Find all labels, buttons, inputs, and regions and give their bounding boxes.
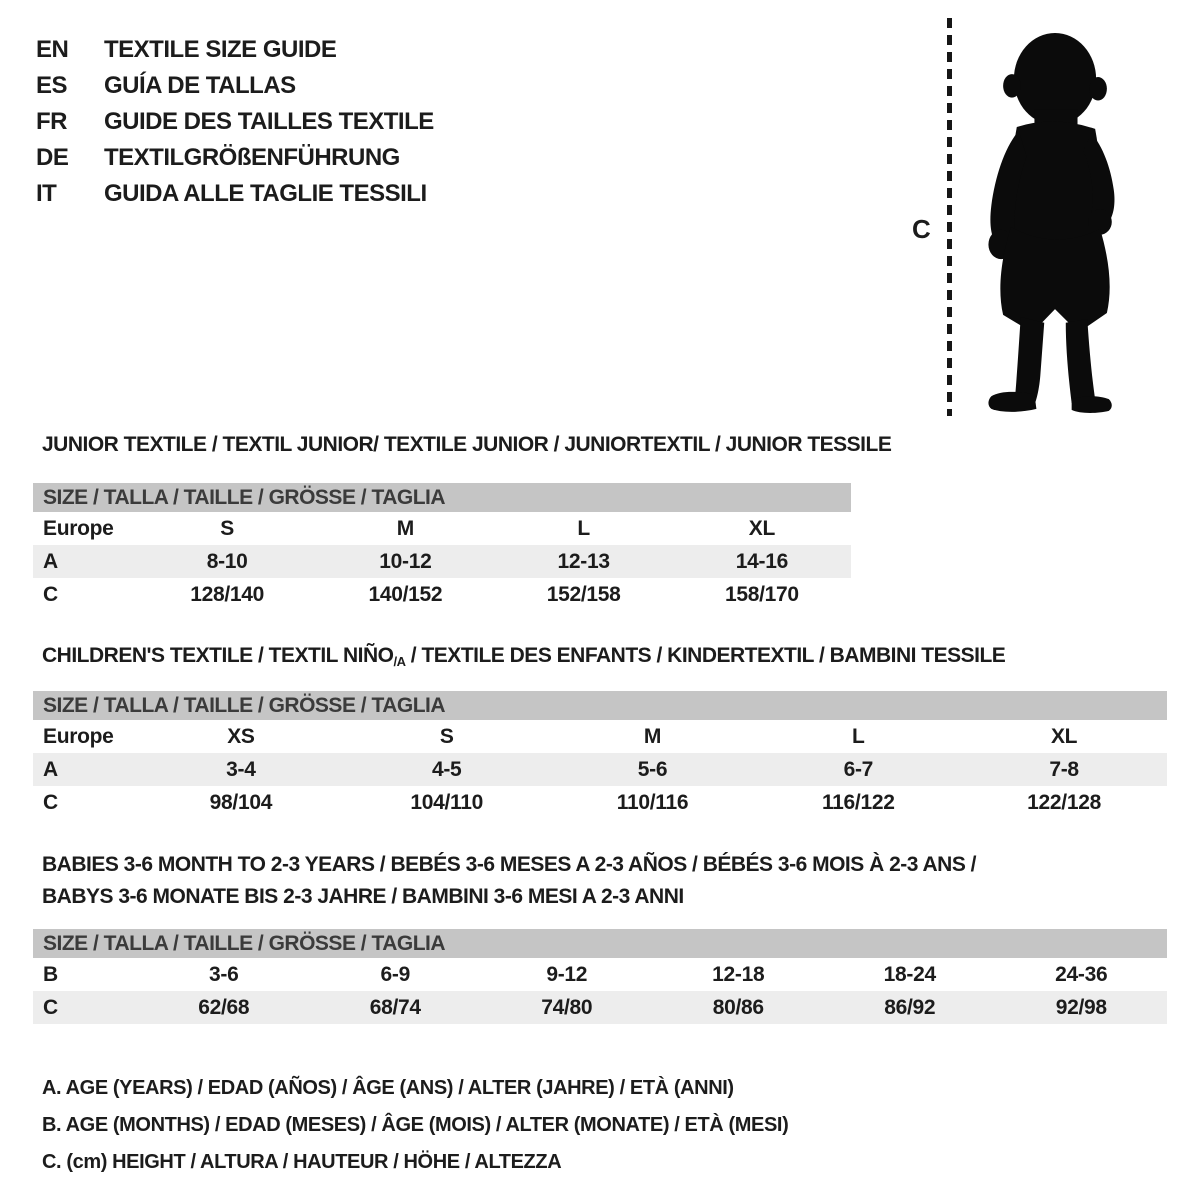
- height-cell: 104/110: [410, 791, 484, 814]
- table-row-age-years: [33, 753, 1167, 786]
- age-cell: 10-12: [379, 550, 432, 573]
- guide-title-it: GUIDA ALLE TAGLIE TESSILI: [104, 180, 427, 207]
- row-label: C: [43, 791, 58, 814]
- row-label: C: [43, 583, 58, 606]
- height-cell: 122/128: [1027, 791, 1101, 814]
- age-cell: 4-5: [431, 758, 462, 781]
- age-cell: 5-6: [637, 758, 668, 781]
- row-label: Europe: [43, 517, 114, 540]
- row-label: B: [43, 963, 58, 986]
- size-cell: XS: [227, 725, 255, 748]
- age-months-cell: 3-6: [209, 963, 239, 986]
- age-months-cell: 12-18: [712, 963, 765, 986]
- age-cell: 7-8: [1049, 758, 1079, 781]
- table-row-age-months: [33, 958, 1167, 991]
- height-cell: 110/116: [616, 791, 689, 814]
- height-cell: 98/104: [209, 791, 273, 814]
- guide-title-fr: GUIDE DES TAILLES TEXTILE: [104, 108, 434, 135]
- language-title-list: [36, 32, 434, 212]
- size-cell: S: [439, 725, 454, 748]
- legend-line-b: B. AGE (MONTHS) / EDAD (MESES) / ÂGE (MOIS) / ALTER (MONATE) / ETÀ (MESI): [42, 1114, 789, 1136]
- language-row-es: [36, 68, 434, 104]
- size-table-header: SIZE / TALLA / TAILLE / GRÖSSE / TAGLIA: [33, 929, 1167, 958]
- age-months-cell: 9-12: [546, 963, 588, 986]
- size-cell: S: [220, 517, 234, 540]
- language-code: ES: [36, 72, 68, 99]
- measure-legend: [42, 1070, 788, 1181]
- height-cell: 86/92: [884, 996, 936, 1019]
- children-title-prefix: CHILDREN'S TEXTILE / TEXTIL NIÑO: [42, 644, 394, 667]
- table-row-height-cm: [33, 991, 1167, 1024]
- junior-section-title: JUNIOR TEXTILE / TEXTIL JUNIOR/ TEXTILE JUNIOR / JUNIORTEXTIL / JUNIOR TESSILE: [42, 433, 892, 456]
- row-label: A: [43, 550, 58, 573]
- age-cell: 12-13: [557, 550, 610, 573]
- junior-size-table: [33, 483, 851, 611]
- size-cell: XL: [1050, 725, 1078, 748]
- size-cell: L: [852, 725, 865, 748]
- height-cell: 92/98: [1055, 996, 1107, 1019]
- children-title-suffix: / TEXTILE DES ENFANTS / KINDERTEXTIL / BAMBINI TESSILE: [405, 644, 1006, 667]
- height-cell: 152/158: [546, 583, 621, 606]
- size-cell: XL: [748, 517, 775, 540]
- height-measure-label-c: C: [912, 214, 931, 244]
- language-row-fr: [36, 104, 434, 140]
- guide-title-en: TEXTILE SIZE GUIDE: [104, 36, 337, 63]
- age-months-cell: 24-36: [1055, 963, 1108, 986]
- age-cell: 6-7: [843, 758, 874, 781]
- height-cell: 158/170: [724, 583, 799, 606]
- height-cell: 68/74: [369, 996, 421, 1019]
- language-code: DE: [36, 144, 69, 171]
- language-row-en: [36, 32, 434, 68]
- age-cell: 14-16: [735, 550, 788, 573]
- babies-title-line1: BABIES 3-6 MONTH TO 2-3 YEARS / BEBÉS 3-6 MESES A 2-3 AÑOS / BÉBÉS 3-6 MOIS À 2-3 ANS /: [42, 853, 977, 876]
- table-row-height-cm: [33, 578, 851, 611]
- height-cell: 140/152: [368, 583, 443, 606]
- table-row-age-years: [33, 545, 851, 578]
- language-row-it: [36, 176, 434, 212]
- guide-title-es: GUÍA DE TALLAS: [104, 72, 296, 99]
- age-cell: 8-10: [206, 550, 248, 573]
- size-cell: L: [577, 517, 590, 540]
- height-cell: 74/80: [541, 996, 593, 1019]
- legend-line-c: C. (cm) HEIGHT / ALTURA / HAUTEUR / HÖHE / ALTEZZA: [42, 1151, 562, 1173]
- babies-size-table: [33, 929, 1167, 1024]
- language-code: EN: [36, 36, 69, 63]
- height-cell: 62/68: [198, 996, 250, 1019]
- row-label: Europe: [43, 725, 114, 748]
- language-code: IT: [36, 180, 57, 207]
- table-row-europe: [33, 512, 851, 545]
- children-section-title: [42, 644, 1005, 668]
- row-label: C: [43, 996, 58, 1019]
- size-cell: M: [643, 725, 662, 748]
- table-row-europe: [33, 720, 1167, 753]
- age-months-cell: 6-9: [380, 963, 410, 986]
- children-size-table: [33, 691, 1167, 819]
- age-months-cell: 18-24: [883, 963, 936, 986]
- guide-title-de: TEXTILGRÖßENFÜHRUNG: [104, 144, 400, 171]
- language-row-de: [36, 140, 434, 176]
- height-cell: 116/122: [821, 791, 895, 814]
- table-row-height-cm: [33, 786, 1167, 819]
- children-title-subscript: /A: [393, 654, 406, 669]
- size-cell: M: [396, 517, 414, 540]
- height-cell: 80/86: [712, 996, 764, 1019]
- size-table-header: SIZE / TALLA / TAILLE / GRÖSSE / TAGLIA: [33, 691, 1167, 720]
- row-label: A: [43, 758, 58, 781]
- babies-title-line2: BABYS 3-6 MONATE BIS 2-3 JAHRE / BAMBINI 3-6 MESI A 2-3 ANNI: [42, 885, 684, 908]
- language-code: FR: [36, 108, 67, 135]
- babies-section-title: [42, 849, 976, 913]
- age-cell: 3-4: [226, 758, 256, 781]
- size-table-header: SIZE / TALLA / TAILLE / GRÖSSE / TAGLIA: [33, 483, 851, 512]
- height-measure-dashed-line: [947, 18, 952, 416]
- baby-silhouette: [962, 20, 1148, 418]
- legend-line-a: A. AGE (YEARS) / EDAD (AÑOS) / ÂGE (ANS) / ALTER (JAHRE) / ETÀ (ANNI): [42, 1077, 734, 1099]
- height-cell: 128/140: [190, 583, 265, 606]
